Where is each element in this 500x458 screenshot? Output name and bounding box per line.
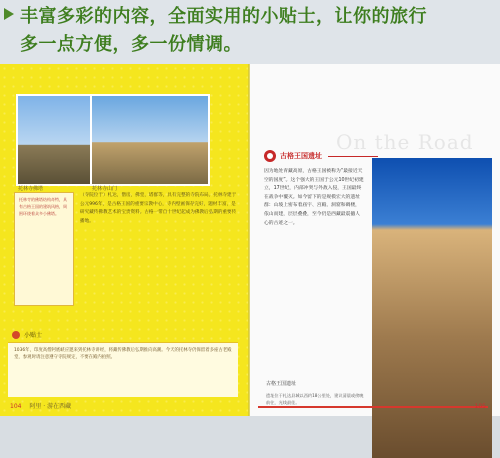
guge-ruins-photo xyxy=(372,158,492,458)
tips-title: 小贴士 xyxy=(24,332,43,339)
tips-header xyxy=(12,330,42,339)
location-icon xyxy=(264,150,276,162)
left-page-number: 104 xyxy=(10,403,22,410)
caption-1: 托林寺佛塔 xyxy=(18,186,44,192)
caption-2: 托林寺山门 xyxy=(92,186,118,192)
right-sub-title: 古格王国遗址 xyxy=(266,381,297,387)
stupa-photo xyxy=(16,94,92,186)
banner-line-1: 丰富多彩的内容，全面实用的小贴士，让你的旅行 xyxy=(20,6,427,27)
section-title: 古格王国遗址 xyxy=(280,152,322,160)
temple-gate-photo xyxy=(90,94,210,186)
tips-box xyxy=(8,342,238,397)
banner-line-2: 多一点方便，多一份情调。 xyxy=(20,34,242,55)
left-footer xyxy=(10,401,71,410)
banner xyxy=(0,0,500,64)
on-the-road-watermark: On the Road xyxy=(336,130,474,154)
left-page xyxy=(0,64,250,416)
left-footer-section: 阿里 · 游在西藏 xyxy=(29,403,72,410)
side-note-text: 托林寺的佛塔结构奇特，具有古格王国的建筑风格，周围环绕着众多小佛塔。 xyxy=(19,197,67,216)
section-title-bar xyxy=(264,150,378,162)
tips-icon xyxy=(12,331,20,339)
bullet-arrow-icon xyxy=(4,8,14,20)
side-note xyxy=(14,192,74,306)
right-page-number: 105 xyxy=(474,403,486,410)
book-spread xyxy=(0,64,500,416)
right-body-text: 因为地处青藏高原，古格王国被称为“最接近天空的国度”。这个强大的王国于公元10世纪初建立，17世纪，内部冲突与外敌入侵，王国最终在战争中覆灭。如今留下的是规模宏大的遗址群：山坡上密布着庙宇、宫殿、洞窟和碉楼，依山而建，层层叠叠，至今仍是西藏最震撼人心的古迹之一。 xyxy=(264,169,364,226)
right-sub-text: 遗址位于札达县城以西约18公里处，建议清晨或傍晚前往，光线最佳。 xyxy=(266,393,364,405)
title-underline xyxy=(328,156,378,157)
tips-text: 1036年，印度高僧阿底峡应邀来到托林寺讲经，将藏传佛教后弘期推向高潮。今天的托林寺仍保留着多座古老殿堂，参观时请注意遵守寺院规定，不要在殿内拍照。 xyxy=(14,348,232,360)
left-body-text: （寺院位于）札达，僧房，佛堂，塔群等，具有完整的寺院布局。托林寺建于公元996年，是古格王国的重要宗教中心，寺内壁画保存完好，题材丰富，是研究藏传佛教艺术的宝贵资料。古格一带自十世纪起成为佛教后弘期的重要传播地。 xyxy=(80,193,237,224)
footer-accent-line xyxy=(258,406,488,408)
